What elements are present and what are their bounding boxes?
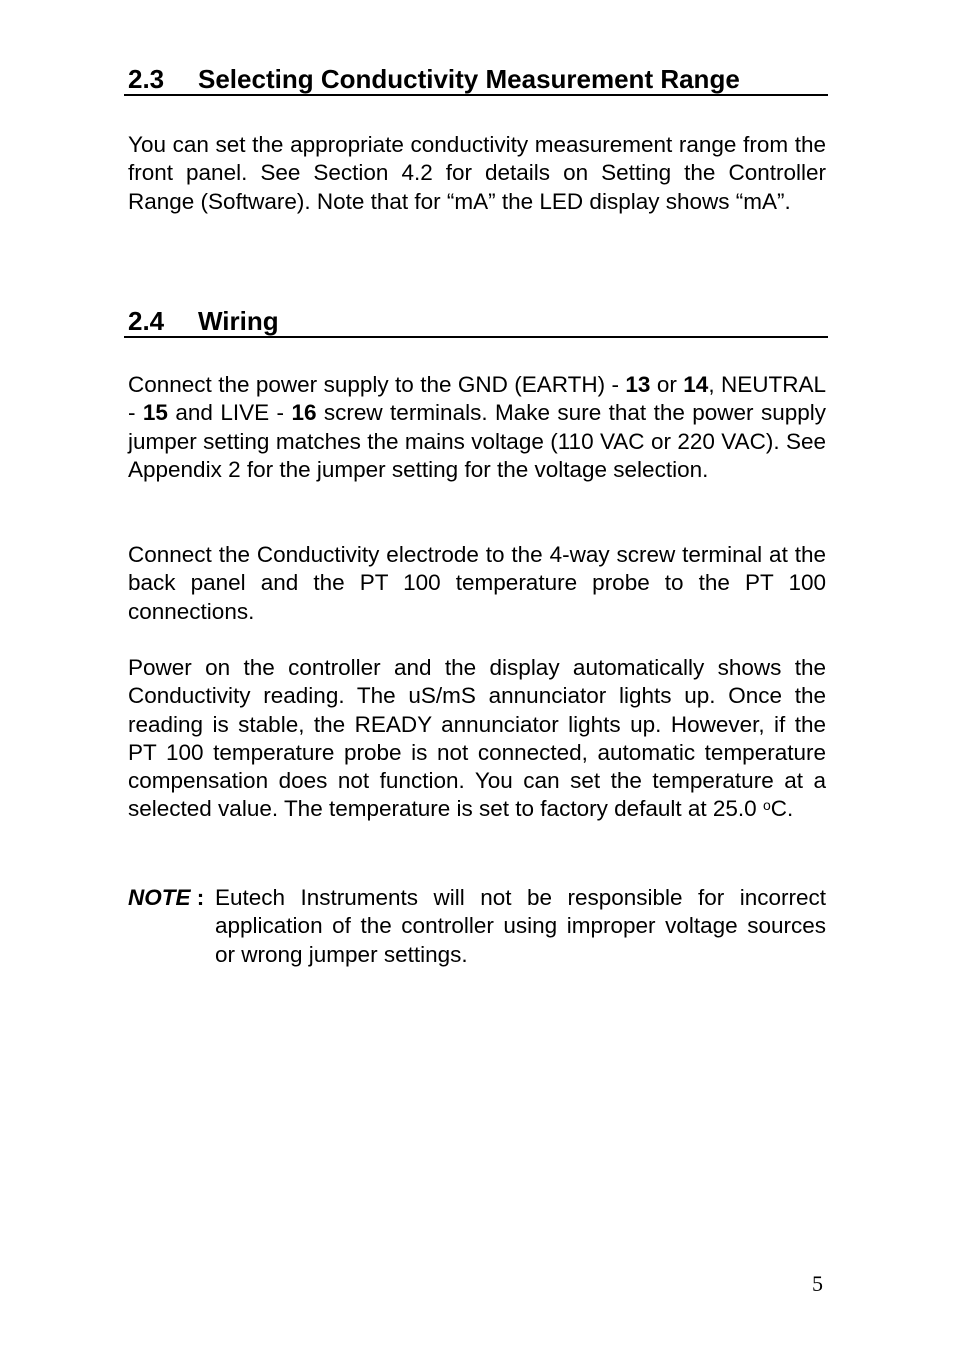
terminal-number: 16 [291,400,317,426]
text-run: and LIVE - [167,400,292,426]
section-title: Wiring [198,306,279,336]
text-run: Connect the power supply to the GND (EARTH) - [128,372,626,397]
text-run: screw terminals. Make sure that the power supply jumper setting matches the mains voltage (110 VAC or 220 VAC). See Appendix 2 for the jumper setting for the voltage selection. [128,400,826,482]
text-run: or [650,372,684,397]
section-heading-2-4 [124,306,828,338]
wiring-paragraph-power-on [128,654,826,824]
terminal-number: 15 [142,400,168,426]
degree-superscript: o [762,797,771,814]
wiring-paragraph-electrode: Connect the Conductivity electrode to the 4-way screw terminal at the back panel and the PT 100 temperature probe to the PT 100 connections. [128,542,826,624]
terminal-number: 14 [683,372,709,397]
terminal-number: 13 [625,372,651,397]
note-block [128,884,826,969]
section-number: 2.4 [128,306,165,336]
wiring-paragraph-power [128,371,826,484]
text-run: C. [770,796,794,822]
note-text: Eutech Instruments will not be responsible for incorrect application of the controller using improper voltage sources or wrong jumper settings. [215,885,826,967]
text-run: Power on the controller and the display automatically shows the Conductivity reading. The uS/mS annunciator lights up. Once the reading is stable, the READY annunciator lights up. However, if the PT 100 temperature probe is not connected, automatic temperature compensation does not function. You can set the temperature at a selected value. The temperature is set to factory default at 25.0 [128,655,826,822]
section-2-3-paragraph: You can set the appropriate conductivity measurement range from the front panel. See Section 4.2 for details on Setting the Controller Range (Software). Note that for “mA” the LED display shows “mA”. [128,132,826,214]
note-label-text: NOTE [128,885,191,910]
section-number: 2.3 [128,64,165,94]
text-run: , NEUTRAL - [128,372,826,426]
page-number: 5 [812,1271,823,1296]
note-colon: : [190,885,205,910]
section-heading-2-3 [124,64,828,96]
section-title: Selecting Conductivity Measurement Range [198,64,740,94]
note-label [128,884,204,912]
